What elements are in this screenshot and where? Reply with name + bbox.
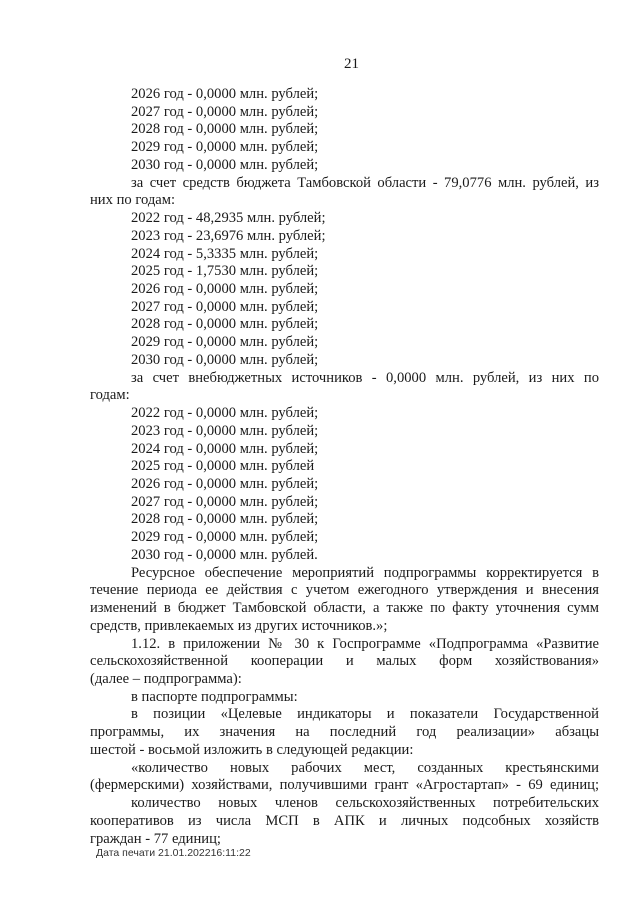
text-line: 2022 год - 0,0000 млн. рублей;: [131, 405, 319, 421]
text-line: 2022 год - 48,2935 млн. рублей;: [131, 210, 326, 226]
text-line: 2028 год - 0,0000 млн. рублей;: [131, 121, 319, 137]
text-line: них по годам:: [90, 192, 176, 208]
text-line: программы, их значения на последний год реализации» абзацы: [90, 724, 599, 740]
text-line: 2030 год - 0,0000 млн. рублей;: [131, 157, 319, 173]
text-line: 2030 год - 0,0000 млн. рублей.: [131, 547, 318, 563]
text-line: «количество новых рабочих мест, созданных крестьянскими: [131, 760, 599, 776]
text-line: 2025 год - 1,7530 млн. рублей;: [131, 263, 319, 279]
text-line: в позиции «Целевые индикаторы и показатели Государственной: [131, 706, 599, 722]
text-line: течение периода ее действия с учетом ежегодного утверждения и внесения: [90, 582, 599, 598]
text-line: кооперативов из числа МСП в АПК и личных подсобных хозяйств: [90, 813, 599, 829]
text-line: за счет внебюджетных источников - 0,0000 млн. рублей, из них по: [131, 370, 599, 386]
text-line: количество новых членов сельскохозяйственных потребительских: [131, 795, 599, 811]
text-line: (далее – подпрограмма):: [90, 671, 242, 687]
text-line: 2023 год - 0,0000 млн. рублей;: [131, 423, 319, 439]
text-line: 2027 год - 0,0000 млн. рублей;: [131, 494, 319, 510]
text-line: 2026 год - 0,0000 млн. рублей;: [131, 281, 319, 297]
text-line: 2029 год - 0,0000 млн. рублей;: [131, 334, 319, 350]
text-line: 2024 год - 0,0000 млн. рублей;: [131, 441, 319, 457]
text-line: 2024 год - 5,3335 млн. рублей;: [131, 246, 319, 262]
text-line: годам:: [90, 387, 130, 403]
text-line: 2026 год - 0,0000 млн. рублей;: [131, 476, 319, 492]
text-line: 2028 год - 0,0000 млн. рублей;: [131, 316, 319, 332]
text-line: в паспорте подпрограммы:: [131, 689, 298, 705]
text-line: средств, привлекаемых из других источников.»;: [90, 618, 388, 634]
text-line: 2029 год - 0,0000 млн. рублей;: [131, 529, 319, 545]
text-line: за счет средств бюджета Тамбовской области - 79,0776 млн. рублей, из: [131, 175, 599, 191]
text-line: (фермерскими) хозяйствами, получившими грант «Агростартап» - 69 единиц;: [90, 777, 599, 793]
text-line: изменений в бюджет Тамбовской области, а также по факту уточнения сумм: [90, 600, 599, 616]
text-line: 2027 год - 0,0000 млн. рублей;: [131, 299, 319, 315]
print-date: Дата печати 21.01.202216:11:22: [96, 847, 251, 859]
text-line: граждан - 77 единиц;: [90, 831, 221, 847]
text-line: 2026 год - 0,0000 млн. рублей;: [131, 86, 319, 102]
text-line: 2029 год - 0,0000 млн. рублей;: [131, 139, 319, 155]
text-line: шестой - восьмой изложить в следующей редакции:: [90, 742, 414, 758]
text-line: 2025 год - 0,0000 млн. рублей: [131, 458, 315, 474]
text-line: Ресурсное обеспечение мероприятий подпрограммы корректируется в: [131, 565, 599, 581]
text-line: 1.12. в приложении № 30 к Госпрограмме «Подпрограмма «Развитие: [131, 636, 599, 652]
text-line: 2030 год - 0,0000 млн. рублей;: [131, 352, 319, 368]
text-line: 2027 год - 0,0000 млн. рублей;: [131, 104, 319, 120]
text-line: сельскохозяйственной кооперации и малых форм хозяйствования»: [90, 653, 599, 669]
text-line: 2028 год - 0,0000 млн. рублей;: [131, 511, 319, 527]
text-line: 2023 год - 23,6976 млн. рублей;: [131, 228, 326, 244]
page-number: 21: [344, 56, 359, 72]
